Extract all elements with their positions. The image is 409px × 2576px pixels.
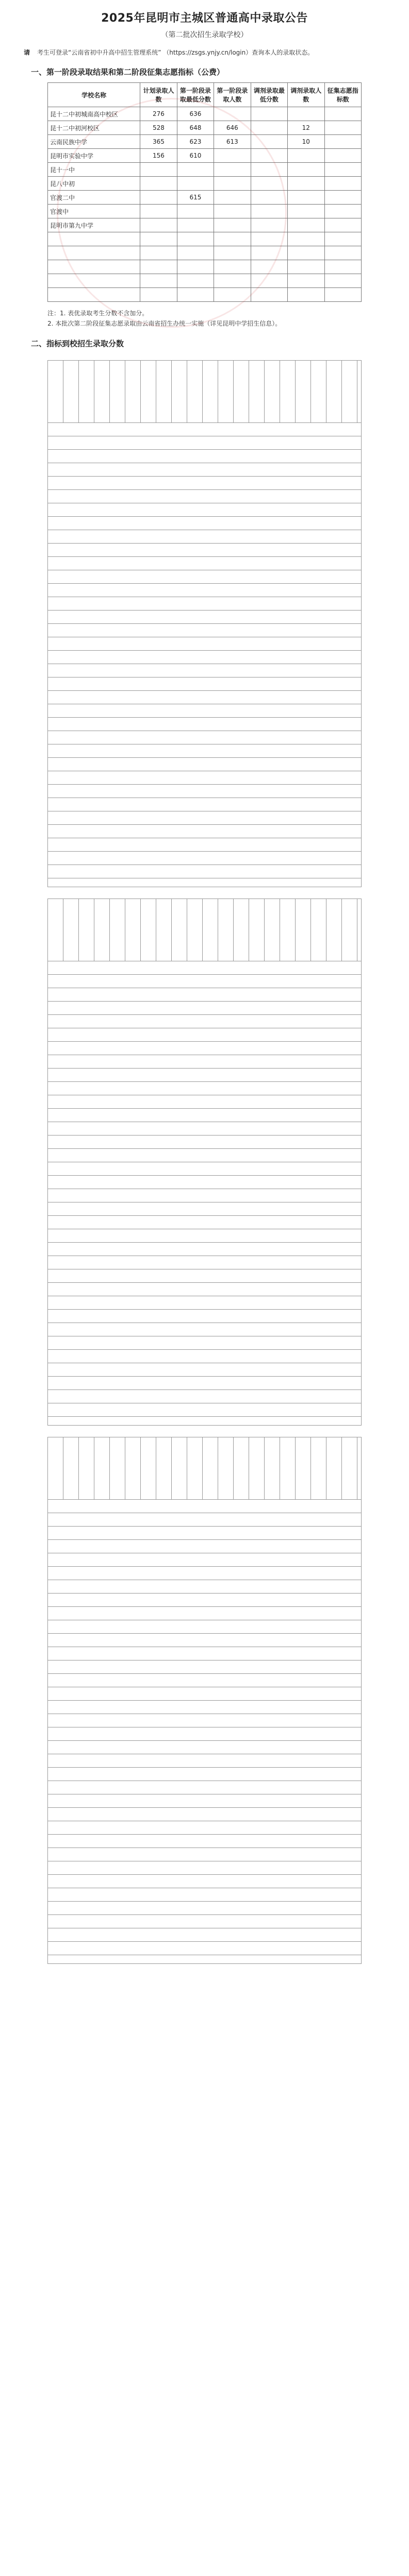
table-header-row [48, 899, 361, 961]
table-cell: 365 [140, 135, 177, 149]
page-title: 2025年昆明市主城区普通高中录取公告 [101, 12, 308, 25]
table-cell [214, 177, 251, 191]
table-body [48, 1500, 361, 1963]
table-cell [140, 232, 177, 246]
table-cell [177, 205, 214, 218]
table-cell [251, 232, 287, 246]
table-cell [288, 218, 324, 232]
table-cell [140, 274, 177, 288]
column-header: 计划录取人数 [140, 83, 177, 107]
table-cell [324, 246, 362, 260]
table-cell: 12 [288, 121, 324, 135]
table-cell [324, 218, 362, 232]
table-cell [324, 107, 362, 121]
section-1-table-wrap [47, 82, 362, 302]
table-cell [288, 274, 324, 288]
table-cell [251, 205, 287, 218]
column-header: 第一阶段录取最低分数 [177, 83, 214, 107]
table-cell [214, 149, 251, 163]
school-name-cell: 昆十一中 [48, 163, 140, 177]
table-cell [140, 191, 177, 205]
table-cell [288, 191, 324, 205]
table-cell [324, 149, 362, 163]
table-cell [288, 163, 324, 177]
table-cell: 10 [288, 135, 324, 149]
table-cell [324, 232, 362, 246]
table-cell [251, 163, 287, 177]
table-cell: 648 [177, 121, 214, 135]
column-header: 调剂录取最低分数 [251, 83, 287, 107]
table-cell: 623 [177, 135, 214, 149]
school-name-cell: 昆明市第九中学 [48, 218, 140, 232]
table-cell [324, 177, 362, 191]
table-row [48, 135, 362, 149]
school-name-cell: 云南民族中学 [48, 135, 140, 149]
table-cell [251, 135, 287, 149]
table-cell [140, 177, 177, 191]
table-cell [214, 191, 251, 205]
table-cell [140, 163, 177, 177]
table-cell: 610 [177, 149, 214, 163]
table-cell [288, 205, 324, 218]
table-cell [214, 246, 251, 260]
table-header-row [48, 361, 361, 423]
table-cell [288, 246, 324, 260]
table-cell: 528 [140, 121, 177, 135]
table-cell [288, 177, 324, 191]
note-line: 2. 本批次第二阶段征集志愿录取由云南省招生办统一实施（详见昆明中学招生信息）。 [47, 320, 282, 327]
table-row [48, 260, 362, 274]
school-name-cell: 昆十二中初城南高中校区 [48, 107, 140, 121]
table-cell [324, 274, 362, 288]
table-cell [251, 260, 287, 274]
table-cell [214, 205, 251, 218]
table-cell [214, 232, 251, 246]
table-body [48, 961, 361, 1425]
table-cell [251, 218, 287, 232]
table-cell [251, 191, 287, 205]
school-name-cell [48, 274, 140, 288]
table-row [48, 163, 362, 177]
section-2-table-b [47, 899, 362, 1426]
section-2-title: 二、指标到校招生录取分数 [31, 339, 124, 348]
table-cell [140, 246, 177, 260]
table-cell [324, 135, 362, 149]
table-cell [324, 121, 362, 135]
document-header [0, 0, 409, 40]
table-row [48, 177, 362, 191]
table-cell [214, 218, 251, 232]
school-name-cell: 昆十二中初河校区 [48, 121, 140, 135]
table-row [48, 246, 362, 260]
table-cell [177, 288, 214, 302]
table-header-row [48, 1437, 361, 1500]
table-cell [324, 205, 362, 218]
school-name-cell: 官渡二中 [48, 191, 140, 205]
table-row [48, 121, 362, 135]
table-cell [324, 191, 362, 205]
table-row [48, 107, 362, 121]
table-cell [251, 149, 287, 163]
table-cell [140, 260, 177, 274]
table-body [48, 423, 361, 887]
table-cell: 613 [214, 135, 251, 149]
section-2-table-a [47, 360, 362, 887]
table-cell [288, 149, 324, 163]
column-header: 调剂录取人数 [288, 83, 324, 107]
table-cell [177, 177, 214, 191]
section-1-table [47, 82, 362, 302]
table-cell [251, 274, 287, 288]
column-header: 征集志愿指标数 [324, 83, 362, 107]
note-line: 注：1. 表优录取考生分数不含加分。 [47, 310, 149, 317]
page-subtitle: （第二批次招生录取学校） [161, 31, 248, 39]
table-cell [324, 163, 362, 177]
table-row [48, 191, 362, 205]
table-cell [177, 274, 214, 288]
table-row [48, 232, 362, 246]
notice-tag: 请 [24, 49, 30, 56]
table-cell [288, 288, 324, 302]
school-name-cell: 昆明市实验中学 [48, 149, 140, 163]
table-row [48, 205, 362, 218]
table-row [48, 274, 362, 288]
table-cell: 646 [214, 121, 251, 135]
table-cell [214, 274, 251, 288]
table-cell [214, 107, 251, 121]
school-name-cell [48, 260, 140, 274]
school-name-cell: 昆八中初 [48, 177, 140, 191]
table-cell [251, 288, 287, 302]
table-cell [140, 288, 177, 302]
table-cell [288, 107, 324, 121]
table-cell [288, 232, 324, 246]
table-row [48, 149, 362, 163]
table-cell [177, 163, 214, 177]
table-cell [288, 260, 324, 274]
table-cell [177, 260, 214, 274]
table-cell [177, 246, 214, 260]
table-cell [251, 177, 287, 191]
table-cell [214, 163, 251, 177]
table-cell [251, 246, 287, 260]
table-cell [214, 288, 251, 302]
table-cell: 636 [177, 107, 214, 121]
table-header-row [48, 83, 362, 107]
table-cell [251, 121, 287, 135]
table-cell [214, 260, 251, 274]
notice-text: 考生可登录“云南省初中升高中招生管理系统” （https://zsgs.ynjy.cn/login）查询本人的录取状态。 [37, 49, 314, 56]
table-row [48, 218, 362, 232]
table-cell [177, 218, 214, 232]
section-2-table-c [47, 1437, 362, 1964]
school-name-cell [48, 288, 140, 302]
school-name-cell [48, 246, 140, 260]
table-cell [324, 288, 362, 302]
table-cell [324, 260, 362, 274]
table-cell [177, 232, 214, 246]
table-row [48, 288, 362, 302]
section-1-notes [47, 308, 362, 329]
school-name-cell: 官渡中 [48, 205, 140, 218]
column-header: 学校名称 [48, 83, 140, 107]
table-cell: 156 [140, 149, 177, 163]
table-cell [140, 205, 177, 218]
notice [24, 48, 385, 57]
table-cell: 276 [140, 107, 177, 121]
section-1-title: 一、第一阶段录取结果和第二阶段征集志愿指标（公费） [31, 67, 225, 77]
table-cell: 615 [177, 191, 214, 205]
table-cell [140, 218, 177, 232]
column-header: 第一阶段录取人数 [214, 83, 251, 107]
table-cell [251, 107, 287, 121]
school-name-cell [48, 232, 140, 246]
